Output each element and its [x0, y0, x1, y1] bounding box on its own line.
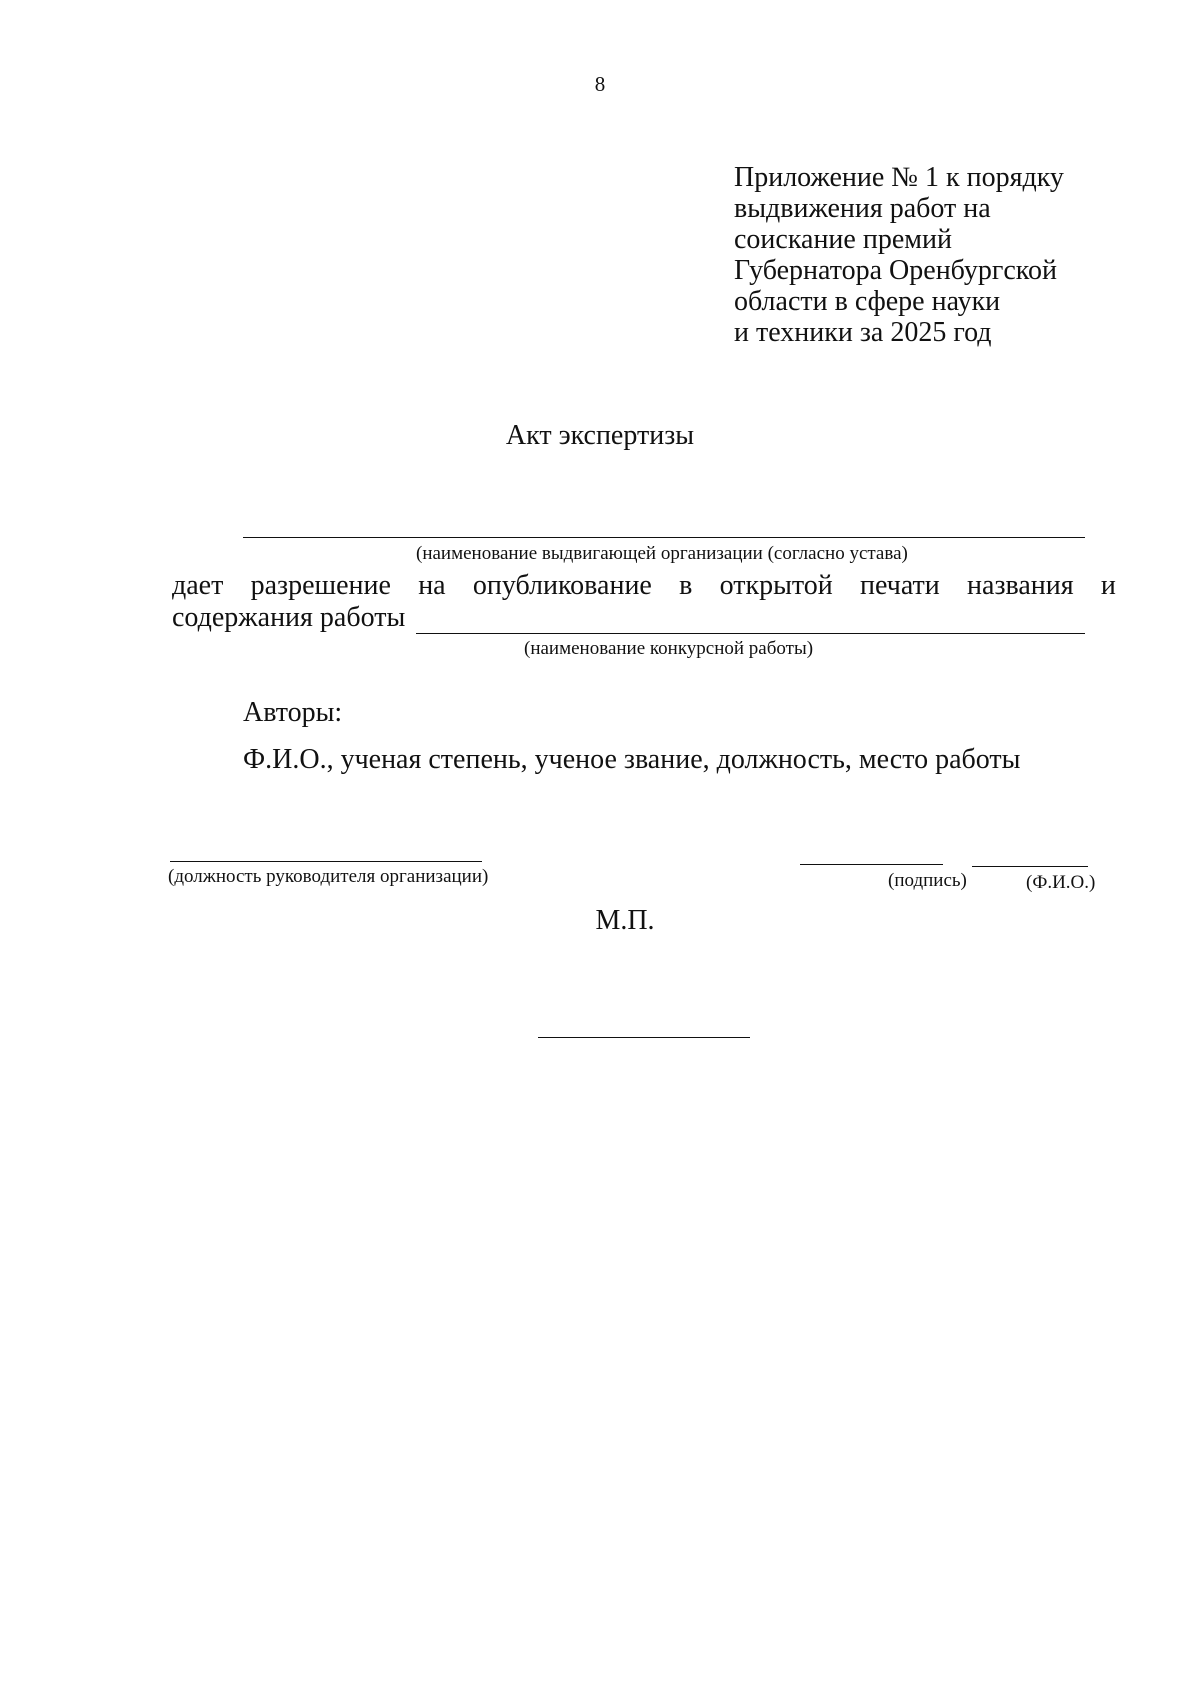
permission-word: названия — [967, 570, 1074, 601]
permission-word: и — [1100, 570, 1116, 601]
seal-label: М.П. — [595, 905, 655, 936]
permission-word: открытой — [719, 570, 833, 601]
closing-rule — [538, 1037, 750, 1038]
page-number: 8 — [594, 72, 606, 96]
appendix-header — [734, 162, 1064, 348]
permission-word: в — [679, 570, 693, 601]
permission-word: печати — [860, 570, 940, 601]
name-caption: (Ф.И.О.) — [1026, 872, 1096, 893]
appendix-line: выдвижения работ на — [734, 193, 991, 224]
permission-word: опубликование — [472, 570, 652, 601]
document-title: Акт экспертизы — [505, 420, 695, 451]
organization-fill-line — [243, 537, 1085, 538]
signature-fill-line — [800, 864, 943, 865]
permission-word: на — [418, 570, 446, 601]
appendix-line: и техники за 2025 год — [734, 317, 992, 348]
appendix-line: области в сфере науки — [734, 286, 1001, 317]
work-caption: (наименование конкурсной работы) — [524, 638, 814, 659]
appendix-line: соискание премий — [734, 224, 952, 255]
authors-label: Авторы: — [243, 697, 343, 728]
organization-caption: (наименование выдвигающей организации (согласно устава) — [416, 543, 908, 564]
permission-word: дает — [172, 570, 224, 601]
name-fill-line — [972, 866, 1088, 867]
appendix-line: Губернатора Оренбургской — [734, 255, 1057, 286]
permission-word: разрешение — [250, 570, 391, 601]
content-line-text: содержания работы — [172, 602, 406, 633]
position-fill-line — [170, 861, 482, 862]
work-fill-line — [416, 633, 1085, 634]
signature-caption: (подпись) — [888, 870, 967, 891]
authors-fields: Ф.И.О., ученая степень, ученое звание, должность, место работы — [243, 744, 1021, 775]
permission-text-line — [172, 570, 1116, 602]
appendix-line: Приложение № 1 к порядку — [734, 162, 1064, 193]
position-caption: (должность руководителя организации) — [168, 866, 489, 887]
